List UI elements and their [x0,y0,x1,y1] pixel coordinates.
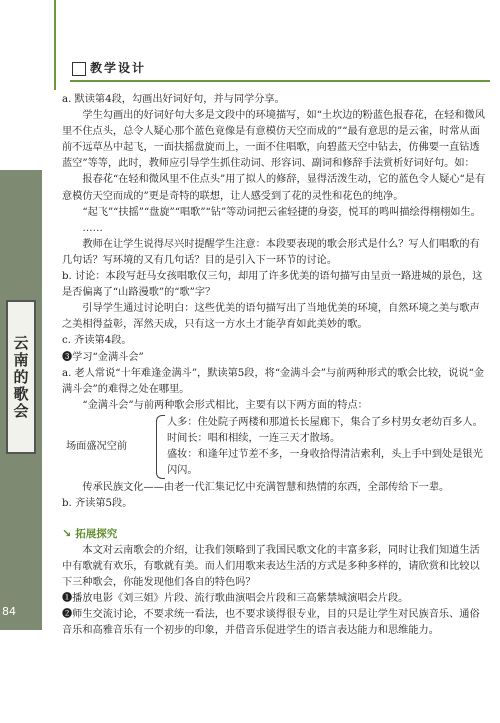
document-body [62,92,488,639]
paragraph: a. 默读第4段，勾画出好词好句，并与同学分享。 [62,94,285,105]
paragraph: 教师在让学生说得尽兴时提醒学生注意：本段要表现的歌会形式是什么？写人们唱歌的有几句话？写环境的又有几句话？目的是引入下一环节的讨论。 [62,238,480,266]
paragraph: b. 讨论：本段写赶马女孩唱歌仅三句，却用了许多优美的语句描写由呈贡一路进城的景色，这是否偏离了“山路漫歌”的“歌”字？ [62,271,483,299]
bracket-item: 时间长：唱和相续，一连三天才散场。 [167,432,341,444]
paragraph: 传承民族文化——由老一代汇集记忆中充满智慧和热情的东西，全部传给下一辈。 [82,482,450,494]
header-checkbox-icon [72,62,86,76]
bracket-items [167,415,488,479]
paragraph: a. 老人常说“十年难逢金满斗”，默读第5段，将“金满斗会”与前两种形式的歌会比较，说说“金满斗会”的难得之处在哪里。 [62,367,485,395]
extend-section-header [62,526,488,542]
paragraph: c. 齐读第4段。 [62,335,132,347]
bracket-item: 盛妆：和逢年过节差不多，一身收拾得清洁索利，头上手中到处是银光闪闪。 [167,449,483,477]
paragraph: ❷师生交流讨论，不要求统一看法，也不要求谈得很专业，目的只是让学生对民族音乐、通俗音乐和高雅音乐有一个初步的印象，并借音乐促进学生的语言表达能力和思维能力。 [62,608,480,636]
page-number: 84 [2,605,16,618]
paragraph: 引导学生通过讨论明白：这些优美的语句描写出了当地优美的环境，自然环境之美与歌声之美相得益彰，浑然天成，只有这一方水土才能孕育如此美妙的歌。 [62,303,480,331]
paragraph: ❶播放电影《刘三姐》片段、流行歌曲演唱会片段和三高紫禁城演唱会片段。 [62,592,409,604]
brace-icon [156,415,165,479]
side-chapter-text: 云南的歌会 [11,334,30,420]
ellipsis-line: …… [82,222,103,234]
section-subtitle: ❸学习“金满斗会” [62,351,144,363]
paragraph: b. 齐读第5段。 [62,498,133,510]
extend-section-title: 拓展探究 [75,528,118,541]
paragraph: 本文对云南歌会的介绍，让我们领略到了我国民歌文化的丰富多彩，同时让我们知道生活中有歌就有欢乐，有歌就有美。而人们用歌来表达生活的方式是多种多样的，请欣赏和比较以下三种歌会，你能发现他们各自的特色吗？ [62,544,480,588]
arrow-icon: ↘ [62,527,72,541]
side-chapter-label [6,300,36,454]
bracket-item: 人多：住处院子两楼和那道长长屋廊下，集合了乡村男女老幼百多人。 [167,416,483,428]
paragraph: 学生勾画出的好词好句大多是文段中的环境描写，如“土坎边的粉蓝色报春花，在轻和微风里不住点头，总令人疑心那个蓝色竟像是有意模仿天空而成的”“最有意思的是云雀，时常从面前不远草丛中起飞，一面扶摇盘旋而上，一面不住唱歌，向碧蓝天空中钻去，仿佛要一直钻透蓝空”等等，此时，教师应引导学生抓住动词、形容词、副词和修辞手法赏析好词好句。如： [62,110,485,170]
bracket-label: 场面盛况空前 [66,441,128,453]
paragraph: “起飞”“扶摇”“盘旋”“唱歌”“钻”等动词把云雀轻捷的身姿，悦耳的鸣叫描绘得栩栩如生。 [82,206,481,218]
bracket-summary [62,415,488,479]
paragraph: 报春花“在轻和微风里不住点头”用了拟人的修辞，显得活泼生动，它的蓝色令人疑心“是有意模仿天空而成的”更是奇特的联想，让人感受到了花的灵性和花色的纯净。 [62,174,486,202]
top-green-rule [54,0,56,90]
paragraph: “金满斗会”与前两种歌会形式相比，主要有以下两方面的特点： [82,399,368,411]
section-header-title: 教学设计 [90,61,147,75]
